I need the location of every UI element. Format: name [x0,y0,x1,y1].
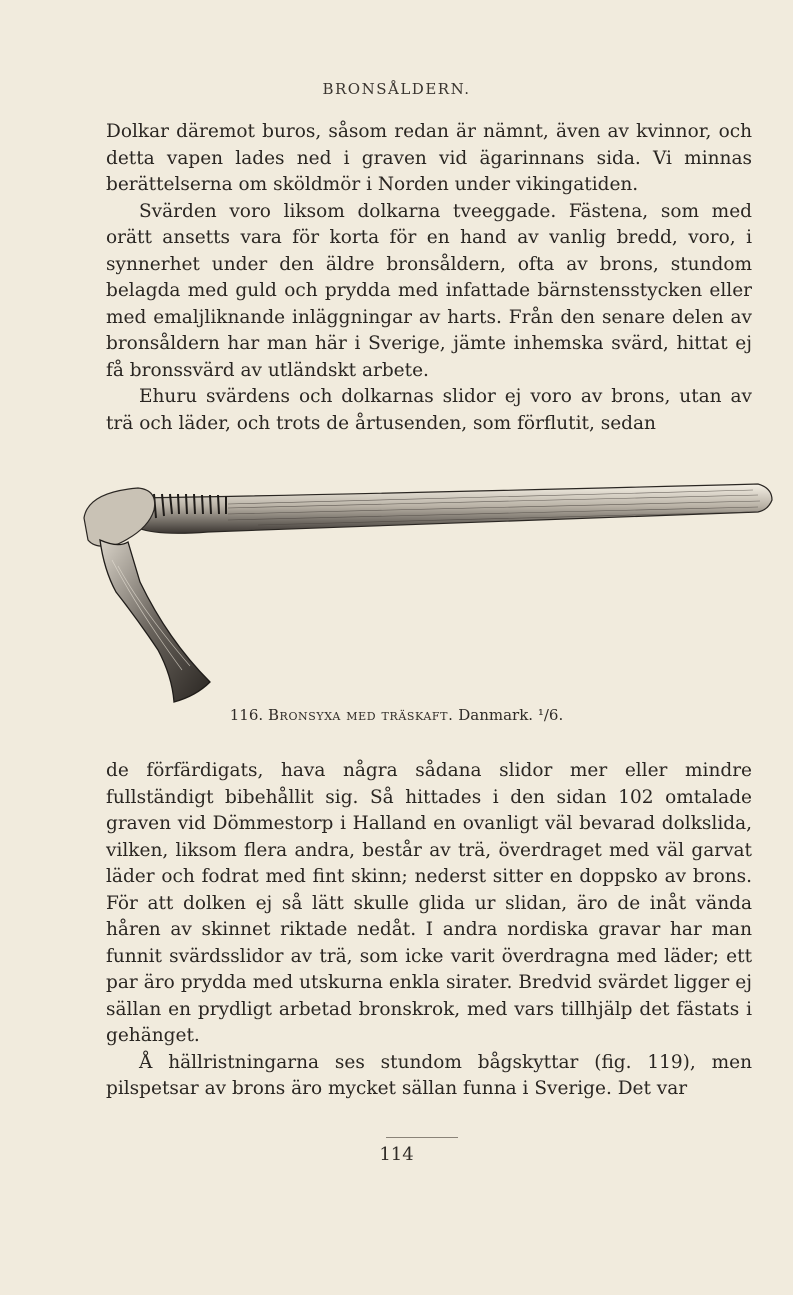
figure-place: Danmark. [458,706,534,724]
paragraph: Ehuru svärdens och dolkarnas slidor ej voro av brons, utan av trä och läder, och trots de årtusenden, som förflutit, sedan [106,386,752,434]
figure-caption [0,706,793,724]
paragraph: Dolkar däremot buros, såsom redan är nämnt, även av kvinnor, och detta vapen lades ned i graven vid ägarinnans sida. Vi minnas berättelserna om sköldmör i Norden under vikingatiden. [106,121,752,195]
paragraph: de förfärdigats, hava några sådana slidor mer eller mindre fullständigt bibehållit sig. Så hittades i den sidan 102 omtalade graven vid Dömmestorp i Halland en ovanligt väl bevarad dolkslida, vilken, liksom flera andra, består av trä, överdraget med väl garvat läder och fodrat med fint skinn; nederst sitter en doppsko av brons. För att dolken ej så lätt skulle glida ur slidan, äro de inåt vända håren av skinnet riktade nedåt. I andra nordiska gravar har man funnit svärdsslidor av trä, som icke varit överdragna med läder; ett par äro prydda med utskurna enkla sirater. Bredvid svärdet ligger ej sällan en prydligt arbetad bronskrok, med vars tillhjälp det fästats i gehänget. [106,760,752,1046]
paragraph: Å hällristningarna ses stundom bågskyttar (fig. 119), men pilspetsar av brons äro mycket sällan funna i Sverige. Det var [106,1051,752,1099]
figure-scale: ¹/6. [537,706,564,724]
top-text-block [106,119,752,437]
figure-title: Bronsyxa med träskaft. [267,706,454,724]
axe-engraving [78,470,778,705]
shaft-knob [84,488,155,546]
bronze-axe-illustration [78,470,778,705]
page-number: 114 [379,1144,414,1165]
bottom-text-block [106,758,752,1103]
running-title: BRONSÅLDERN. [322,80,471,98]
paragraph: Svärden voro liksom dolkarna tveeggade. Fästena, som med orätt ansetts vara för korta för en hand av vanlig bredd, voro, i synnerhet under den äldre bronsåldern, ofta av brons, stundom belagda med guld och prydda med infattade bärnstensstycken eller med emaljliknande inläggningar av harts. Från den senare delen av bronsåldern har man här i Sverige, jämte inhemska svärd, hittat ej få bronssvärd av utländskt arbete. [106,200,752,381]
footer-rule [386,1137,458,1138]
axe-blade [100,540,210,702]
figure-number: 116. [229,706,264,724]
